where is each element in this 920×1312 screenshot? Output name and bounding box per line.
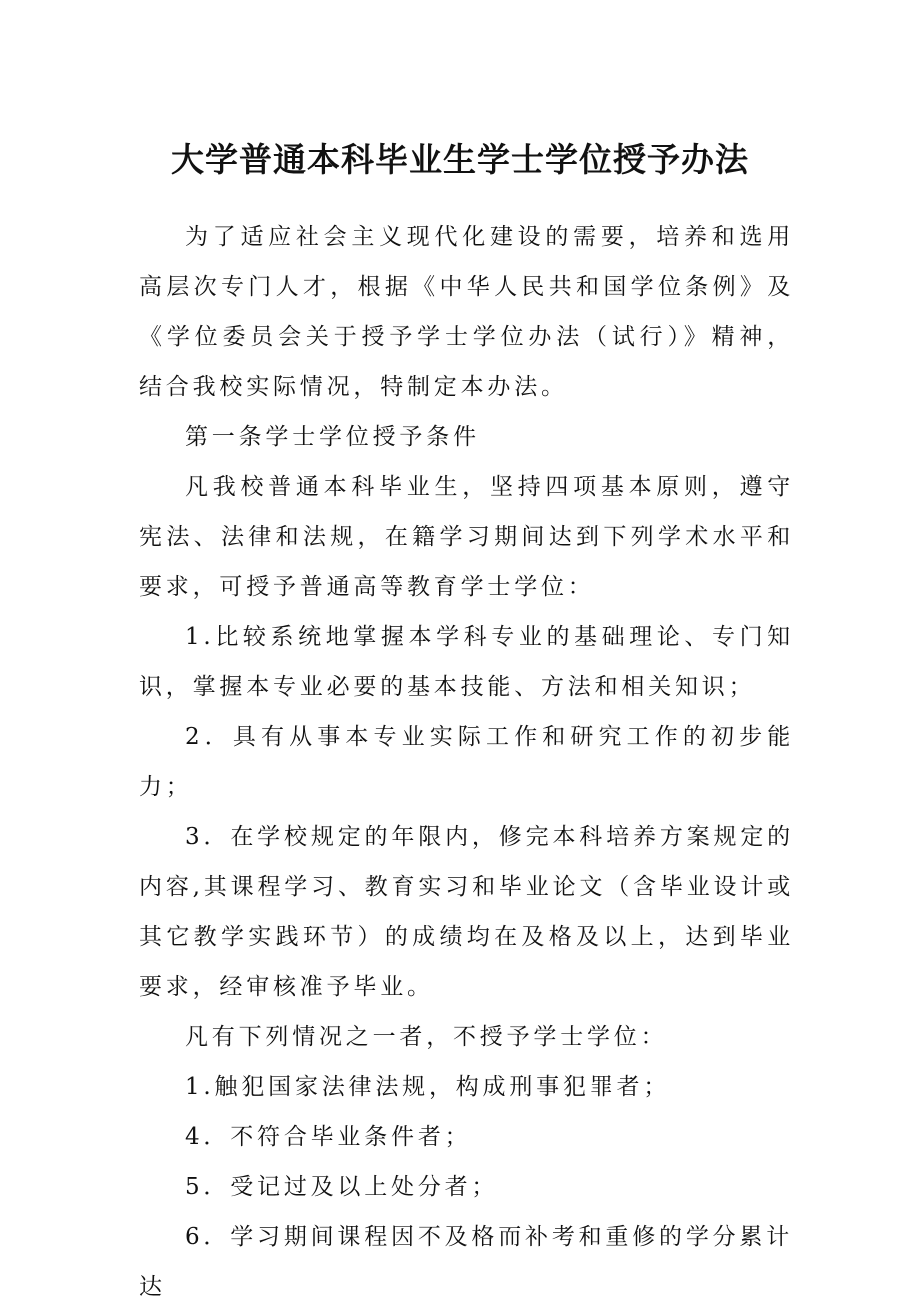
paragraph-condition-2: 2．具有从事本专业实际工作和研究工作的初步能力； [139, 724, 794, 800]
paragraph-conditions: 凡我校普通本科毕业生，坚持四项基本原则，遵守宪法、法律和法规，在籍学习期间达到下列学术水平和要求，可授予普通高等教育学士学位： [139, 474, 794, 600]
document-title: 大学普通本科毕业生学士学位授予办法 [171, 140, 749, 179]
paragraph-exclusion-1: 1.触犯国家法律法规，构成刑事犯罪者； [185, 1074, 671, 1100]
paragraph-exclusion-4: 4．不符合毕业条件者； [185, 1124, 472, 1150]
document-body [139, 212, 794, 1312]
paragraph-exclusion-5: 5．受记过及以上处分者； [185, 1174, 499, 1200]
paragraph-intro: 为了适应社会主义现代化建设的需要，培养和选用高层次专门人才，根据《中华人民共和国学位条例》及《学位委员会关于授予学士学位办法（试行）》精神，结合我校实际情况，特制定本办法。 [139, 224, 794, 400]
paragraph-exclusions-heading: 凡有下列情况之一者，不授予学士学位： [185, 1024, 668, 1050]
paragraph-condition-1: 1.比较系统地掌握本学科专业的基础理论、专门知识，掌握本专业必要的基本技能、方法和相关知识； [139, 624, 794, 700]
paragraph-condition-3: 3．在学校规定的年限内，修完本科培养方案规定的内容,其课程学习、教育实习和毕业论文（含毕业设计或其它教学实践环节）的成绩均在及格及以上，达到毕业要求，经审核准予毕业。 [139, 824, 794, 1000]
paragraph-article-one-heading: 第一条学士学位授予条件 [185, 424, 480, 450]
paragraph-exclusion-6: 6．学习期间课程因不及格而补考和重修的学分累计达 [139, 1224, 794, 1300]
